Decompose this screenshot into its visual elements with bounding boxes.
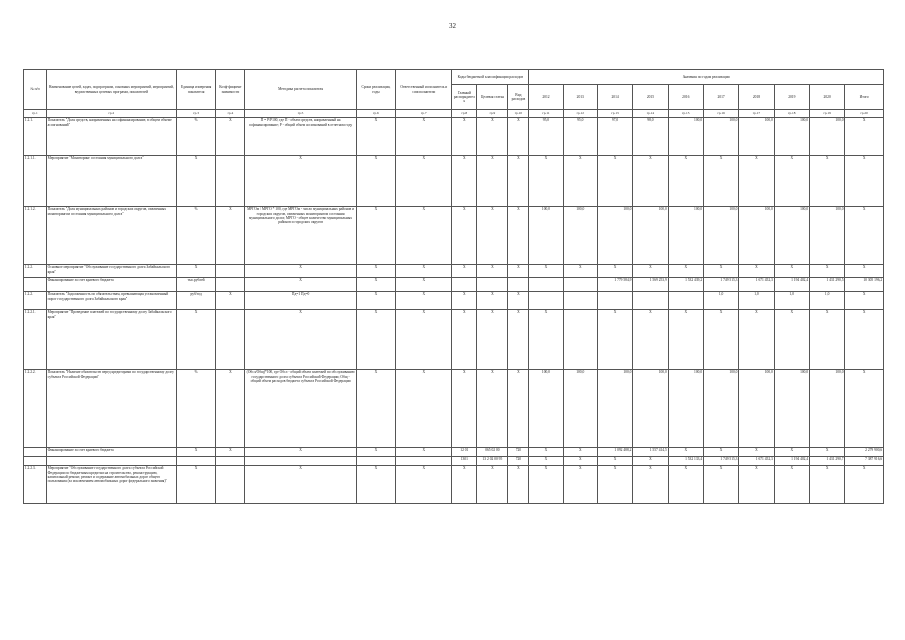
table-cell: Х [356, 309, 396, 369]
table-cell: Х [597, 309, 632, 369]
table-cell: 065 02 00 [477, 447, 508, 456]
graph-number: гр.11 [529, 110, 563, 117]
table-row [24, 277, 884, 291]
table-cell [508, 277, 529, 291]
table-cell [563, 277, 597, 291]
table-cell: Х [356, 369, 396, 447]
table-cell: % [176, 206, 216, 264]
table-cell [24, 277, 47, 291]
table-cell: Х [396, 369, 452, 447]
table-cell: 100,0 [597, 369, 632, 447]
table-cell: 100,0 [668, 369, 703, 447]
table-cell: Х [452, 117, 477, 155]
table-cell: Х [739, 465, 774, 503]
table-cell: Х [529, 309, 563, 369]
table-cell: Х [245, 309, 356, 369]
table-cell: Х [774, 309, 809, 369]
table-cell: Х [396, 264, 452, 277]
table-cell [216, 465, 245, 503]
table-cell: Х [845, 264, 884, 277]
header-year: 2012 [529, 85, 563, 110]
table-cell: Финансирование за счет краевого бюджета [46, 447, 176, 456]
graph-number: гр.14 [633, 110, 668, 117]
table-cell: 1 749 515,3 [703, 456, 738, 465]
table-cell: 720 [508, 456, 529, 465]
table-cell [452, 277, 477, 291]
table-cell: П = Р/Р100, где П - объем средств, направленный на софинансирование; Р - общий объем ассигнований в отчетном году [245, 117, 356, 155]
table-cell: 1 194 402,4 [774, 456, 809, 465]
table-cell: 100,0 [529, 369, 563, 447]
table-cell [563, 309, 597, 369]
table-cell: Х [668, 264, 703, 277]
graph-number: гр.20 [845, 110, 884, 117]
table-cell: Х [477, 309, 508, 369]
graph-number: гр.18 [774, 110, 809, 117]
graph-number: гр.15 [668, 110, 703, 117]
table-cell: 100,0 [809, 117, 844, 155]
header-year: 2019 [774, 85, 809, 110]
table-cell: 100,0 [703, 369, 738, 447]
table-cell: Х [477, 369, 508, 447]
table-cell: Х [774, 264, 809, 277]
table-cell: Х [396, 291, 452, 309]
table-cell: Х [774, 465, 809, 503]
table-cell [477, 277, 508, 291]
header-num: № п/п [24, 70, 47, 110]
table-cell: Х [396, 447, 452, 456]
table-cell: Х [356, 291, 396, 309]
table-cell: Х [739, 155, 774, 206]
table-cell: Х [703, 309, 738, 369]
table-cell: Х [508, 309, 529, 369]
table-cell: Х [245, 155, 356, 206]
table-row [24, 465, 884, 503]
table-body [24, 117, 884, 503]
table-cell [396, 456, 452, 465]
table-cell: 1 671 452,3 [739, 277, 774, 291]
table-cell: Х [356, 277, 396, 291]
table-cell: Х [668, 465, 703, 503]
table-cell: 100,0 [703, 117, 738, 155]
table-cell: Х [529, 155, 563, 206]
table-cell: 720 [508, 447, 529, 456]
table-cell: Х [452, 291, 477, 309]
table-row [24, 309, 884, 369]
table-cell: Х [809, 465, 844, 503]
table-cell: Х [845, 291, 884, 309]
table-cell: Х [477, 155, 508, 206]
table-cell: Х [396, 117, 452, 155]
graph-number: гр.8 [452, 110, 477, 117]
table-cell: 1.2.2. [24, 264, 47, 277]
table-cell: 100,0 [739, 369, 774, 447]
graph-number: гр.2 [46, 110, 176, 117]
table-cell: 100,0 [774, 117, 809, 155]
table-cell: Мероприятие "Обслуживание государственного долга субъекта Российской Федерации по бюджетным кредитам на строительство, реконструкцию, капитальный ремонт, ремонт и содержание автомобильных дорог общего пользования (за исключением автомобильных дорог федерального значения)" [46, 465, 176, 503]
table-cell: 2 279 900,6 [845, 447, 884, 456]
header-total: Итого [845, 85, 884, 110]
table-cell: Х [809, 264, 844, 277]
table-cell [529, 277, 563, 291]
table-cell: Х [356, 465, 396, 503]
table-cell: 7 387 916,6 [845, 456, 884, 465]
table-cell: Х [508, 465, 529, 503]
table-cell: % [176, 117, 216, 155]
table-cell: (Обсл/Общ)*100, где Обсл - общий объем платежей по обслуживанию государственного долга субъекта Российской Федерации; Общ - общий объем расходов бюджета субъекта Российской Федерации [245, 369, 356, 447]
table-cell: Х [563, 264, 597, 277]
header-year: 2016 [668, 85, 703, 110]
table-cell: Х [633, 465, 668, 503]
table-cell: 100,0 [633, 369, 668, 447]
table-cell: Х [508, 264, 529, 277]
header-year: 2013 [563, 85, 597, 110]
header-year: 2020 [809, 85, 844, 110]
table-cell [216, 155, 245, 206]
table-cell: Х [245, 264, 356, 277]
table-cell: 1.2.1. [24, 117, 47, 155]
table-cell [245, 456, 356, 465]
table-cell: Х [633, 456, 668, 465]
table-cell [597, 291, 632, 309]
table-cell: Х [668, 155, 703, 206]
table-cell: Показатель "Доля муниципальных районов и городских округов, охваченных мониторингом состояния муниципального долга" [46, 206, 176, 264]
table-cell [216, 277, 245, 291]
table-cell: Х [452, 155, 477, 206]
table-row [24, 456, 884, 465]
table-cell: Х [739, 447, 774, 456]
table-cell: 98,0 [633, 117, 668, 155]
table-cell: Х [452, 206, 477, 264]
table-cell: Х [845, 206, 884, 264]
table-cell: 100,0 [703, 206, 738, 264]
header-year: 2014 [597, 85, 632, 110]
table-cell: 100,0 [668, 206, 703, 264]
header-values-group: Значения по годам реализации [529, 70, 884, 85]
table-cell: 13 2 02 00 95 [477, 456, 508, 465]
table-cell: Х [563, 465, 597, 503]
header-unit: Единица измерения показателя [176, 70, 216, 110]
table-row [24, 447, 884, 456]
table-cell: 100,0 [633, 206, 668, 264]
table-cell: Х [529, 465, 563, 503]
table-cell: 100,0 [739, 117, 774, 155]
table-cell: Х [774, 447, 809, 456]
graph-number: гр.6 [356, 110, 396, 117]
table-cell: Х [563, 456, 597, 465]
table-cell: Х [563, 447, 597, 456]
table-cell: Х [245, 465, 356, 503]
table-cell: Х [703, 264, 738, 277]
table-cell: 1 557 414,5 [633, 447, 668, 456]
table-cell: Х [216, 206, 245, 264]
table-cell: 100,0 [529, 206, 563, 264]
page-number: 32 [449, 22, 456, 30]
table-cell: 1 532 133,4 [668, 456, 703, 465]
table-cell: Х [597, 456, 632, 465]
table-cell: 100,0 [774, 369, 809, 447]
table-cell: 1.2.1.1. [24, 155, 47, 206]
table-cell: 1,0 [809, 291, 844, 309]
table-cell: Финансирование за счет краевого бюджета [46, 277, 176, 291]
table-cell: Мероприятие "Мониторинг состояния муниципального долга" [46, 155, 176, 206]
table-cell: Х [845, 309, 884, 369]
header-kbk-main: Главный распорядитель [452, 85, 477, 110]
graph-number: гр.10 [508, 110, 529, 117]
table-row [24, 155, 884, 206]
table-cell: Х [633, 155, 668, 206]
table-row [24, 291, 884, 309]
table-cell: 1 749 515,3 [703, 277, 738, 291]
table-cell: Х [176, 155, 216, 206]
graph-number: гр.7 [396, 110, 452, 117]
table-cell: Х [245, 277, 356, 291]
table-cell: Х [216, 447, 245, 456]
table-cell [633, 291, 668, 309]
graph-number: гр.19 [809, 110, 844, 117]
table-row [24, 369, 884, 447]
table-cell: Х [739, 264, 774, 277]
table-cell: Х [396, 155, 452, 206]
header-kbk-group: Коды бюджетной классификации расходов [452, 70, 529, 85]
table-cell: Х [529, 264, 563, 277]
table-cell: Х [597, 264, 632, 277]
table-cell: Х [356, 155, 396, 206]
table-cell: руб/год [176, 291, 216, 309]
table-cell: 1 194 402,4 [774, 277, 809, 291]
header-name: Наименование целей, задач, подпрограмм, основных мероприятий, мероприятий, ведомственных целевых программ, показателей [46, 70, 176, 110]
table-cell: 95,0 [529, 117, 563, 155]
table-cell: МРГОм / МРГО * 100, где МРГОм - число муниципальных районов и городских округов, охваченных мониторингом состояния муниципального долга; МРГО - общее количество муниципальных районов и городских округов [245, 206, 356, 264]
table-cell: Х [356, 264, 396, 277]
table-cell: Мероприятие "Проведение платежей по государственному долгу Забайкальского края" [46, 309, 176, 369]
program-table [23, 69, 884, 504]
table-cell: Х [668, 447, 703, 456]
table-cell [216, 309, 245, 369]
table-cell: 1 779 584,9 [597, 277, 632, 291]
table-cell: 1.2.2.2. [24, 369, 47, 447]
header-year: 2015 [633, 85, 668, 110]
graph-number: гр.5 [245, 110, 356, 117]
table-cell: Х [597, 155, 632, 206]
table-cell: Х [845, 465, 884, 503]
table-cell: 97,0 [597, 117, 632, 155]
table-cell: 100,0 [774, 206, 809, 264]
table-cell: Х [396, 277, 452, 291]
graph-number: гр.1 [24, 110, 47, 117]
table-cell: 100,0 [739, 206, 774, 264]
table-cell: 1 569 253,9 [633, 277, 668, 291]
table-cell: Х [396, 309, 452, 369]
table-cell: Пд=1 Пд=0 [245, 291, 356, 309]
table-cell [216, 456, 245, 465]
table-cell: Х [809, 309, 844, 369]
table-cell: Основное мероприятие "Обслуживание государственного долга Забайкальского края" [46, 264, 176, 277]
header-resp: Ответственный исполнитель и соисполнители [396, 70, 452, 110]
table-cell: Х [452, 264, 477, 277]
table-cell: Х [703, 447, 738, 456]
table-cell: 1 532 439,2 [668, 277, 703, 291]
table-cell: Х [176, 465, 216, 503]
table-cell: 1.2.2.3. [24, 465, 47, 503]
table-row [24, 117, 884, 155]
table-cell: Х [508, 291, 529, 309]
table-cell: 1.2.2.1. [24, 309, 47, 369]
table-cell: Х [176, 309, 216, 369]
table-cell: Х [703, 155, 738, 206]
table-cell: 100,0 [563, 369, 597, 447]
header-kbk-type: Вид расходов [508, 85, 529, 110]
table-row [24, 264, 884, 277]
table-cell: Х [356, 206, 396, 264]
table-cell: 1 431 290,5 [809, 277, 844, 291]
table-cell: Х [216, 291, 245, 309]
table-cell: 100,0 [809, 369, 844, 447]
table-cell: 100,0 [809, 206, 844, 264]
table-cell: Х [452, 369, 477, 447]
table-cell: 1,0 [739, 291, 774, 309]
table-cell: Х [396, 465, 452, 503]
table-cell: Х [508, 206, 529, 264]
table-cell: 95,0 [563, 117, 597, 155]
table-cell: Х [739, 309, 774, 369]
table-cell: 1301 [452, 456, 477, 465]
graph-number: гр.17 [739, 110, 774, 117]
table-cell: 1 671 452,3 [739, 456, 774, 465]
table-cell: 1,0 [774, 291, 809, 309]
table-cell: 1.2.2. [24, 291, 47, 309]
table-cell: Показатель "Доля средств, направленных на софинансирование, в общем объеме ассигнований" [46, 117, 176, 155]
table-cell: 100,0 [668, 117, 703, 155]
graph-number: гр.13 [597, 110, 632, 117]
table-cell [529, 291, 563, 309]
table-cell: Х [703, 465, 738, 503]
graph-number: гр.12 [563, 110, 597, 117]
table-cell: Х [529, 447, 563, 456]
table-cell: 100,0 [563, 206, 597, 264]
table-cell: 12 01 [452, 447, 477, 456]
table-cell [46, 456, 176, 465]
table-cell: % [176, 369, 216, 447]
table-cell [216, 264, 245, 277]
table-cell: Х [845, 117, 884, 155]
table-cell: Х [477, 465, 508, 503]
table-cell: Х [774, 155, 809, 206]
table-cell: Х [176, 447, 216, 456]
table-row [24, 206, 884, 264]
table-cell: Х [508, 369, 529, 447]
table-cell: тыс.рублей [176, 277, 216, 291]
table-cell: Х [809, 447, 844, 456]
header-term: Сроки реализации, годы [356, 70, 396, 110]
table-cell: 10 305 196,2 [845, 277, 884, 291]
table-cell: 1,0 [703, 291, 738, 309]
table-cell: Х [452, 465, 477, 503]
header-method: Методика расчета показателя [245, 70, 356, 110]
table-cell [24, 447, 47, 456]
table-cell: Х [477, 291, 508, 309]
header-year: 2017 [703, 85, 738, 110]
table-cell: 1.2.1.2. [24, 206, 47, 264]
header-coef: Коэф-фициент значимости [216, 70, 245, 110]
table-cell: Х [245, 447, 356, 456]
table-cell: Х [216, 369, 245, 447]
table-cell: Х [477, 117, 508, 155]
table-cell: 100,0 [597, 206, 632, 264]
table-cell: Х [668, 309, 703, 369]
table-cell: Х [563, 155, 597, 206]
table-cell: Х [508, 117, 529, 155]
table-cell: Показатель "Наличие обязательств перед кредиторами по государственному долгу субъекта Российской Федерации" [46, 369, 176, 447]
table-cell [176, 456, 216, 465]
table-cell: Х [508, 155, 529, 206]
table-cell: Х [633, 309, 668, 369]
graph-number: гр.4 [216, 110, 245, 117]
table-cell: Х [452, 309, 477, 369]
table-cell [24, 456, 47, 465]
table-cell [668, 291, 703, 309]
table-cell: Х [356, 117, 396, 155]
table-cell: Х [845, 155, 884, 206]
table-cell: Х [216, 117, 245, 155]
table-cell: 1 431 290,7 [809, 456, 844, 465]
table-cell: 1 092 488,2 [597, 447, 632, 456]
table-cell: Х [396, 206, 452, 264]
table-cell [563, 291, 597, 309]
header-year: 2018 [739, 85, 774, 110]
table-cell: Х [356, 447, 396, 456]
graph-number: гр.16 [703, 110, 738, 117]
table-cell: Х [809, 155, 844, 206]
table-cell: Х [633, 264, 668, 277]
table-cell: Х [597, 465, 632, 503]
table-cell: Х [477, 206, 508, 264]
graph-number: гр.3 [176, 110, 216, 117]
table-cell: Х [845, 369, 884, 447]
header-kbk-target: Целевая статья [477, 85, 508, 110]
graph-number-row [24, 110, 884, 117]
table-cell: Х [529, 456, 563, 465]
table-cell: Показатель "Задолженность по обязательствам, превышающая установленный порог государственного долга Забайкальского края" [46, 291, 176, 309]
graph-number: гр.9 [477, 110, 508, 117]
table-cell [356, 456, 396, 465]
table-cell: Х [176, 264, 216, 277]
table-cell: Х [477, 264, 508, 277]
